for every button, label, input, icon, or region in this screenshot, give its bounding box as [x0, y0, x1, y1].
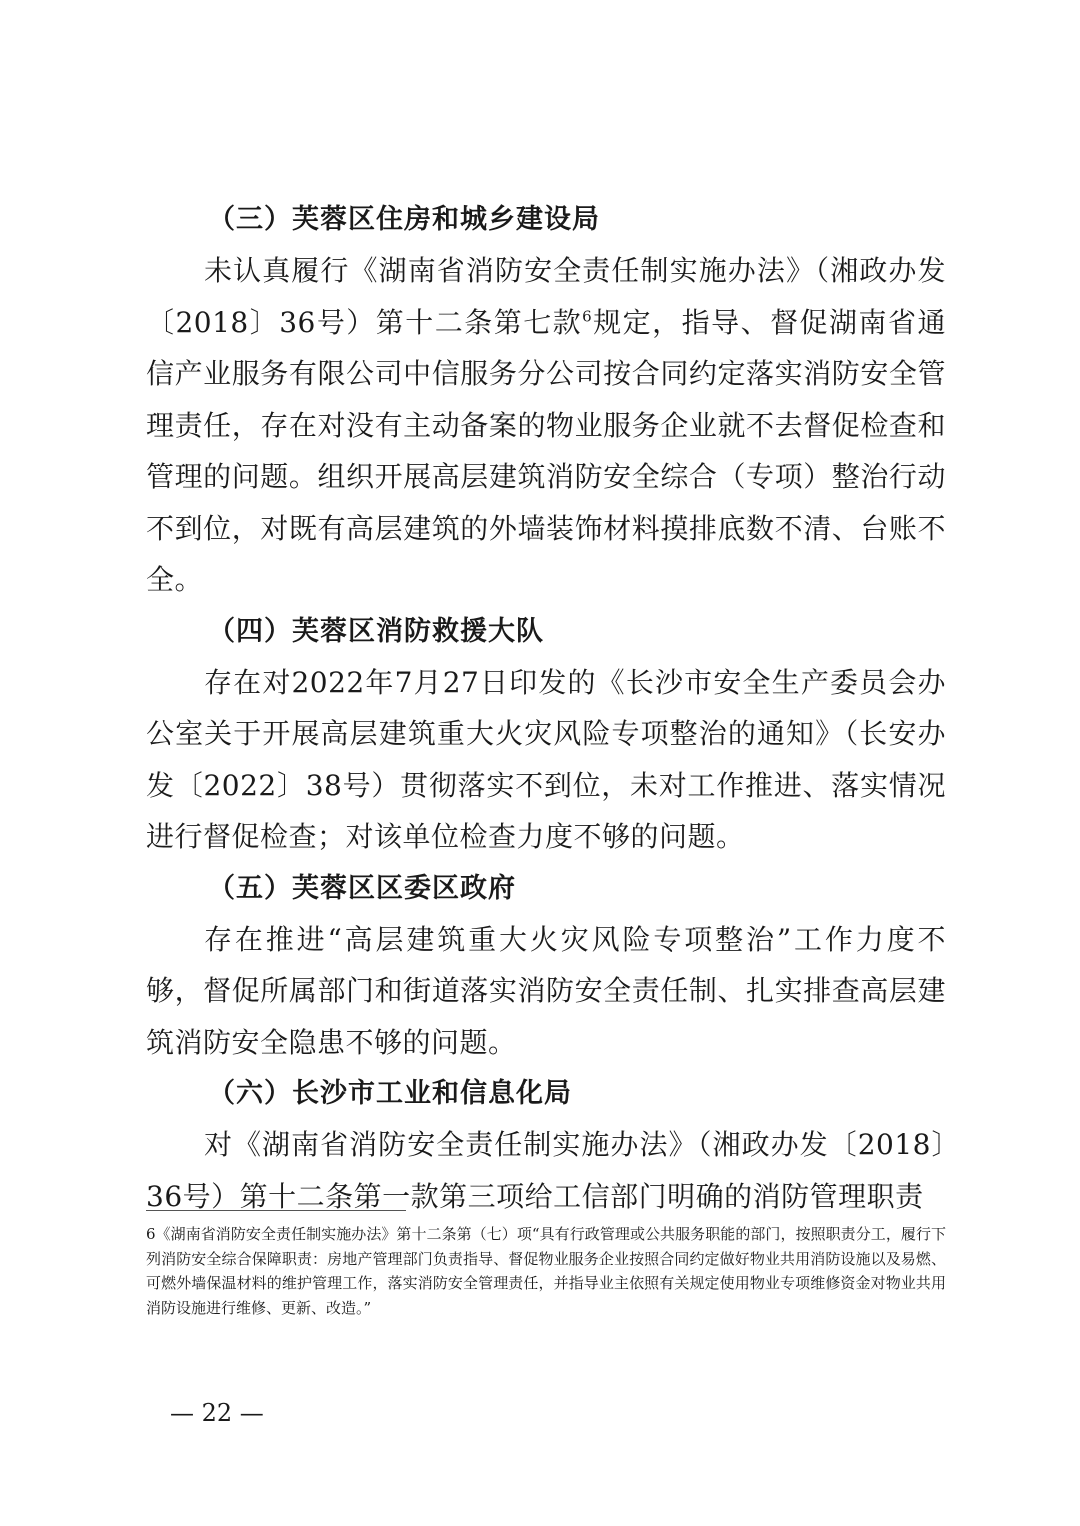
footnote-divider [146, 1210, 406, 1211]
section-paragraph-5: 存在推进“高层建筑重大火灾风险专项整治”工作力度不够，督促所属部门和街道落实消防安全责任制、扎实排查高层建筑消防安全隐患不够的问题。 [146, 922, 946, 1059]
paragraph-text: 规定，指导、督促湖南省通信产业服务有限公司中信服务分公司按合同约定落实消防安全管理责任，存在对没有主动备案的物业服务企业就不去督促检查和管理的问题。组织开展高层建筑消防安全综合（专项）整治行动不到位，对既有高层建筑的外墙装饰材料摸排底数不清、台账不全。 [146, 305, 946, 596]
body-text [146, 194, 946, 1222]
page-number: — 22 — [170, 1399, 264, 1427]
section-paragraph-4: 存在对2022年7月27日印发的《长沙市安全生产委员会办公室关于开展高层建筑重大火灾风险专项整治的通知》（长安办发〔2022〕38号）贯彻落实不到位，未对工作推进、落实情况进行督促检查；对该单位检查力度不够的问题。 [146, 665, 946, 853]
footnote: 6《湖南省消防安全责任制实施办法》第十二条第（七）项“具有行政管理或公共服务职能的部门，按照职责分工，履行下列消防安全综合保障职责：房地产管理部门负责指导、督促物业服务企业按照合同约定做好物业共用消防设施以及易燃、可燃外墙保温材料的维护管理工作，落实消防安全管理责任，并指导业主依照有关规定使用物业专项维修资金对物业共用消防设施进行维修、更新、改造。” [146, 1225, 946, 1317]
paragraph-text: 未认真履行《湖南省消防安全责任制实施办法》（湘政办发〔2018〕36号）第十二条第七款 [146, 254, 946, 339]
section-paragraph-6: 对《湖南省消防安全责任制实施办法》（湘政办发〔2018〕36号）第十二条第一款第三项给工信部门明确的消防管理职责 [146, 1128, 946, 1213]
section-heading-4: （四）芙蓉区消防救援大队 [208, 615, 544, 647]
footnote-reference[interactable]: 6 [582, 307, 593, 326]
section-heading-6: （六）长沙市工业和信息化局 [208, 1078, 572, 1109]
section-heading-3: （三）芙蓉区住房和城乡建设局 [208, 204, 600, 235]
section-paragraph-3 [146, 245, 946, 606]
section-heading-5: （五）芙蓉区区委区政府 [208, 872, 516, 904]
